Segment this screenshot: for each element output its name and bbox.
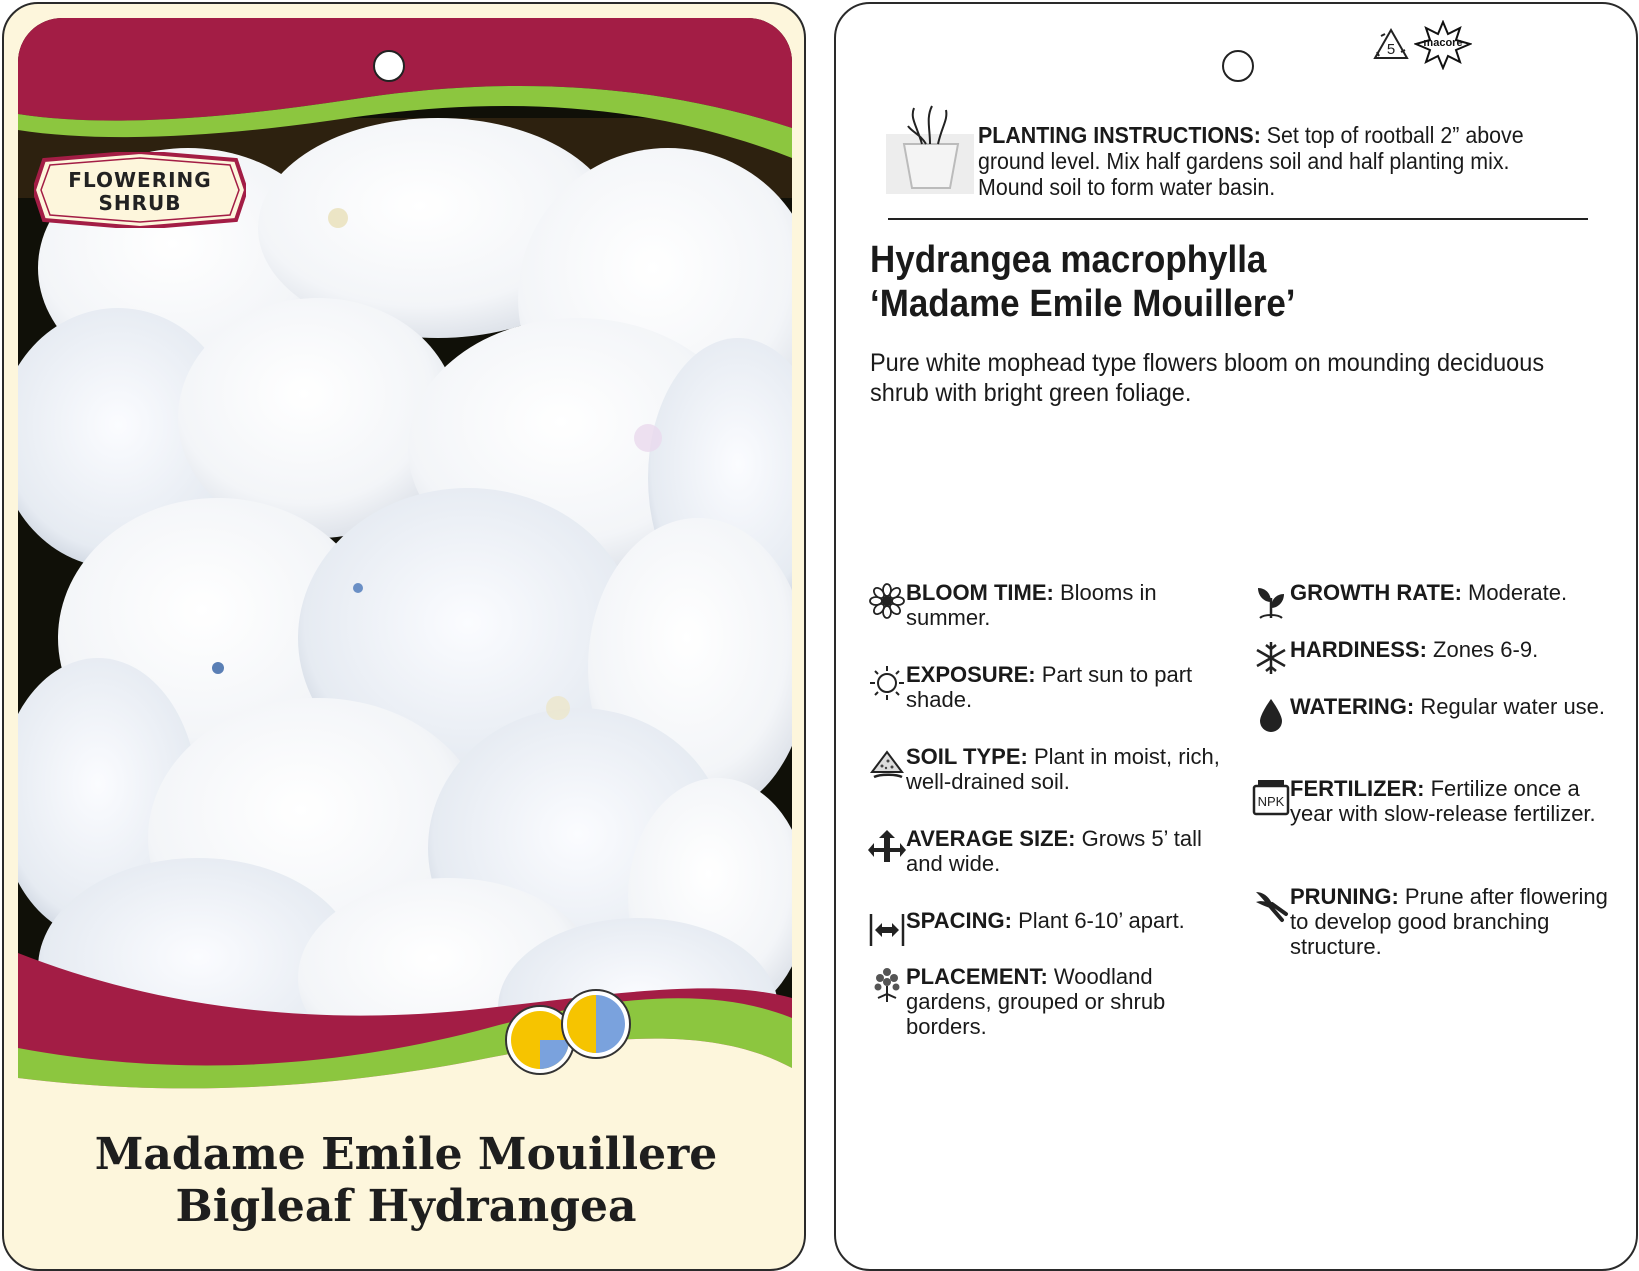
spacing-icon: [868, 910, 906, 948]
attr-value: Regular water use.: [1420, 694, 1606, 719]
planting-pot-icon: [886, 104, 976, 200]
size-icon: [868, 828, 906, 866]
npk-label: NPK: [1257, 794, 1285, 809]
attr-label: SPACING:: [906, 908, 1012, 933]
planting-text: Set top of rootball 2” above ground level. Mix half gardens soil and half planting mix. Mound soil to form water basin.: [978, 122, 1524, 200]
recycle-code: 5: [1386, 41, 1396, 58]
attr-label: SOIL TYPE:: [906, 744, 1028, 769]
attr-label: PRUNING:: [1290, 884, 1399, 909]
badge-line-1: FLOWERING: [68, 168, 212, 192]
attr-value: Zones 6-9.: [1433, 637, 1539, 662]
recycle-icon: [1371, 26, 1411, 66]
snowflake-icon: [1252, 639, 1290, 677]
common-name: [44, 1129, 768, 1233]
attr-value: Moderate.: [1468, 580, 1568, 605]
hang-hole: [373, 50, 405, 82]
attr-label: EXPOSURE:: [906, 662, 1036, 687]
brand-mark: [1414, 20, 1472, 70]
npk-icon: [1252, 778, 1290, 816]
sprout-icon: [1252, 582, 1290, 620]
attr-value: Plant 6-10’ apart.: [1018, 908, 1185, 933]
water-drop-icon: [1252, 696, 1290, 734]
attr-label: GROWTH RATE:: [1290, 580, 1462, 605]
badge-line-2: SHRUB: [98, 191, 182, 215]
planting-instructions: [978, 122, 1536, 200]
attr-label: WATERING:: [1290, 694, 1415, 719]
common-name-line-2: Bigleaf Hydrangea: [175, 1181, 637, 1232]
attr-label: FERTILIZER:: [1290, 776, 1425, 801]
hang-hole-back: [1222, 50, 1254, 82]
brand-name: macore: [1423, 37, 1463, 49]
front-tag: [2, 2, 806, 1271]
common-name-line-1: Madame Emile Mouillere: [94, 1129, 718, 1180]
attr-value: Blooms in summer.: [906, 580, 1157, 630]
planting-label: PLANTING INSTRUCTIONS:: [978, 122, 1261, 148]
attr-label: AVERAGE SIZE:: [906, 826, 1076, 851]
placement-icon: [868, 966, 906, 1004]
attr-value: Woodland gardens, grouped or shrub borders.: [906, 964, 1166, 1039]
part-shade-icon: [562, 990, 630, 1058]
attr-value: Plant in moist, rich, well-drained soil.: [906, 744, 1220, 794]
attr-label: HARDINESS:: [1290, 637, 1427, 662]
attr-value: Part sun to part shade.: [906, 662, 1193, 712]
sun-exposure-icons: [502, 986, 642, 1078]
botanical-name-line-2: ‘Madame Emile Mouillere’: [870, 283, 1296, 325]
botanical-name-line-1: Hydrangea macrophylla: [870, 239, 1267, 281]
divider: [888, 218, 1588, 220]
attr-value: Fertilize once a year with slow-release fertilizer.: [1290, 776, 1596, 826]
attr-label: PLACEMENT:: [906, 964, 1048, 989]
plant-description: Pure white mophead type flowers bloom on mounding deciduous shrub with bright green foliage.: [870, 349, 1545, 407]
back-tag: [834, 2, 1638, 1271]
sun-icon: [868, 664, 906, 702]
soil-icon: [868, 746, 906, 784]
attr-label: BLOOM TIME:: [906, 580, 1054, 605]
attr-value: Prune after flowering to develop good branching structure.: [1290, 884, 1608, 959]
pruners-icon: [1252, 886, 1290, 924]
attr-value: Grows 5’ tall and wide.: [906, 826, 1202, 876]
category-badge: [34, 152, 246, 228]
flower-icon: [868, 582, 906, 620]
botanical-name: [870, 238, 1551, 326]
